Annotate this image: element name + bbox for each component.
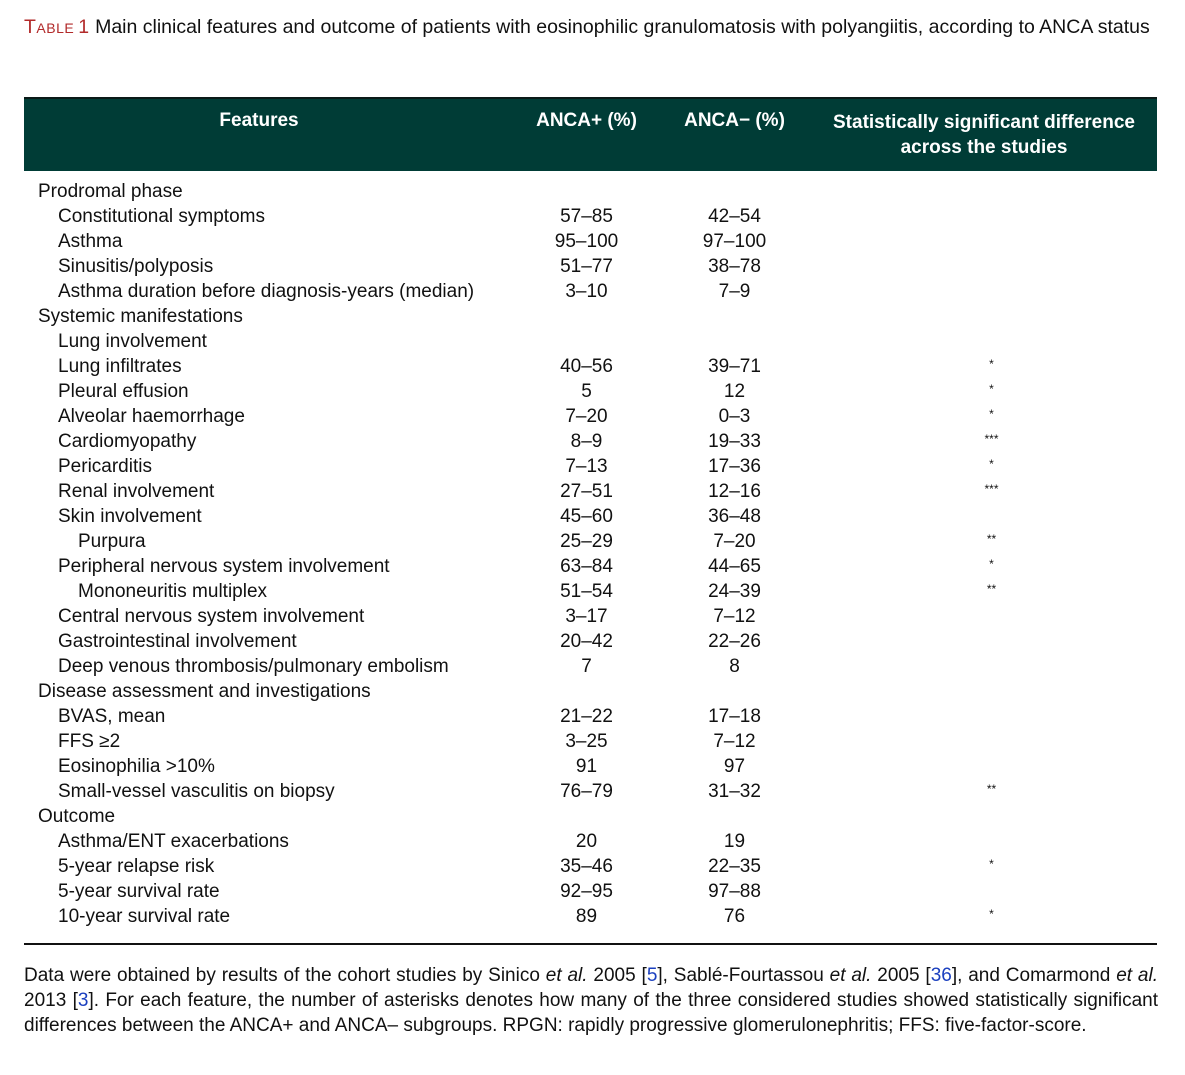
anca-negative-cell: 7–9	[718, 281, 751, 302]
feature-cell: 5-year survival rate	[58, 881, 220, 902]
anca-positive-cell: 20	[575, 831, 598, 852]
table-row	[24, 604, 1157, 629]
feature-cell: Lung infiltrates	[58, 356, 182, 377]
table-row	[24, 454, 1157, 479]
anca-positive-cell: 57–85	[560, 206, 613, 227]
citation-link[interactable]: 5	[646, 965, 658, 986]
table-row	[24, 754, 1157, 779]
anca-negative-cell: 22–26	[708, 631, 761, 652]
table-row	[24, 854, 1157, 879]
feature-cell: Disease assessment and investigations	[38, 681, 371, 702]
table-row	[24, 429, 1157, 454]
anca-negative-cell: 19	[723, 831, 746, 852]
feature-cell: Lung involvement	[58, 331, 207, 352]
significance-cell: *	[989, 382, 994, 396]
feature-cell: Skin involvement	[58, 506, 202, 527]
footnote-text: 2013 [	[24, 990, 78, 1011]
significance-cell: *	[989, 407, 994, 421]
header-features: Features	[219, 110, 299, 131]
feature-cell: 5-year relapse risk	[58, 856, 215, 877]
anca-positive-cell: 21–22	[560, 706, 613, 727]
table-row	[24, 404, 1157, 429]
feature-cell: FFS ≥2	[58, 731, 121, 752]
feature-cell: Purpura	[78, 531, 146, 552]
table-body	[24, 171, 1157, 929]
header-anca-negative: ANCA− (%)	[684, 110, 785, 131]
feature-cell: Pleural effusion	[58, 381, 189, 402]
anca-positive-cell: 3–10	[565, 281, 608, 302]
table-row	[24, 479, 1157, 504]
feature-cell: Alveolar haemorrhage	[58, 406, 245, 427]
section-row	[24, 179, 1157, 204]
header-significance: Statistically significant difference across the studies	[833, 112, 1135, 158]
significance-cell: **	[986, 782, 997, 796]
section-row	[24, 804, 1157, 829]
significance-cell: ***	[984, 432, 999, 446]
citation-link[interactable]: 36	[930, 965, 952, 986]
table-row	[24, 229, 1157, 254]
table-row	[24, 529, 1157, 554]
feature-cell: Cardiomyopathy	[58, 431, 197, 452]
anca-positive-cell: 3–25	[565, 731, 608, 752]
anca-positive-cell: 3–17	[565, 606, 608, 627]
feature-cell: Sinusitis/polyposis	[58, 256, 214, 277]
table-row	[24, 554, 1157, 579]
anca-negative-cell: 8	[729, 656, 740, 677]
anca-negative-cell: 97	[723, 756, 746, 777]
significance-cell: **	[986, 532, 997, 546]
feature-cell: Asthma	[58, 231, 123, 252]
citation-link[interactable]: 3	[77, 990, 89, 1011]
anca-positive-cell: 45–60	[560, 506, 613, 527]
anca-negative-cell: 36–48	[708, 506, 761, 527]
anca-negative-cell: 39–71	[708, 356, 761, 377]
anca-positive-cell: 35–46	[560, 856, 613, 877]
feature-cell: Deep venous thrombosis/pulmonary embolism	[58, 656, 449, 677]
section-row	[24, 304, 1157, 329]
table-row	[24, 729, 1157, 754]
table-caption	[24, 14, 1160, 40]
anca-positive-cell: 20–42	[560, 631, 613, 652]
anca-positive-cell: 7–20	[565, 406, 608, 427]
table-row	[24, 829, 1157, 854]
table-row	[24, 354, 1157, 379]
footnote-text: 2005 [	[871, 965, 931, 986]
feature-cell: Prodromal phase	[38, 181, 183, 202]
feature-cell: Asthma/ENT exacerbations	[58, 831, 289, 852]
significance-cell: *	[989, 907, 994, 921]
anca-positive-cell: 5	[581, 381, 592, 402]
anca-positive-cell: 40–56	[560, 356, 613, 377]
anca-positive-cell: 7–13	[565, 456, 608, 477]
table-bottom-rule	[24, 943, 1157, 945]
significance-cell: *	[989, 357, 994, 371]
anca-negative-cell: 7–12	[713, 731, 756, 752]
anca-negative-cell: 12	[723, 381, 746, 402]
data-table	[24, 97, 1157, 929]
header-anca-positive: ANCA+ (%)	[536, 110, 637, 131]
footnote-etal: et al.	[1116, 965, 1158, 986]
table-row	[24, 629, 1157, 654]
footnote-text: ], Sablé-Fourtassou	[657, 965, 830, 986]
feature-cell: BVAS, mean	[58, 706, 166, 727]
anca-negative-cell: 7–20	[713, 531, 756, 552]
anca-positive-cell: 7	[581, 656, 592, 677]
table-header	[24, 97, 1157, 171]
footnote-text: Data were obtained by results of the cohort studies by Sinico	[24, 965, 546, 986]
table-row	[24, 329, 1157, 354]
anca-positive-cell: 89	[575, 906, 598, 927]
feature-cell: Systemic manifestations	[38, 306, 243, 327]
table-row	[24, 904, 1157, 929]
feature-cell: Peripheral nervous system involvement	[58, 556, 390, 577]
caption-number: 1	[78, 16, 90, 38]
anca-negative-cell: 97–100	[702, 231, 767, 252]
anca-negative-cell: 0–3	[718, 406, 751, 427]
feature-cell: 10-year survival rate	[58, 906, 231, 927]
table-row	[24, 654, 1157, 679]
feature-cell: Constitutional symptoms	[58, 206, 265, 227]
section-row	[24, 679, 1157, 704]
feature-cell: Gastrointestinal involvement	[58, 631, 297, 652]
feature-cell: Pericarditis	[58, 456, 152, 477]
anca-positive-cell: 8–9	[570, 431, 603, 452]
table-row	[24, 379, 1157, 404]
feature-cell: Eosinophilia >10%	[58, 756, 215, 777]
footnote-text: 2005 [	[587, 965, 647, 986]
anca-negative-cell: 76	[723, 906, 746, 927]
anca-negative-cell: 38–78	[708, 256, 761, 277]
anca-positive-cell: 27–51	[560, 481, 613, 502]
table-row	[24, 279, 1157, 304]
anca-positive-cell: 91	[575, 756, 598, 777]
anca-negative-cell: 17–18	[708, 706, 761, 727]
anca-positive-cell: 51–54	[560, 581, 613, 602]
caption-text: Main clinical features and outcome of patients with eosinophilic granulomatosis with polyangiitis, according to ANCA status	[95, 16, 1150, 38]
feature-cell: Outcome	[38, 806, 116, 827]
table-row	[24, 704, 1157, 729]
feature-cell: Renal involvement	[58, 481, 215, 502]
anca-negative-cell: 17–36	[708, 456, 761, 477]
anca-negative-cell: 12–16	[708, 481, 761, 502]
anca-negative-cell: 19–33	[708, 431, 761, 452]
anca-negative-cell: 22–35	[708, 856, 761, 877]
anca-positive-cell: 63–84	[560, 556, 613, 577]
significance-cell: ***	[984, 482, 999, 496]
anca-positive-cell: 25–29	[560, 531, 613, 552]
feature-cell: Small-vessel vasculitis on biopsy	[58, 781, 335, 802]
table-row	[24, 579, 1157, 604]
significance-cell: *	[989, 857, 994, 871]
anca-negative-cell: 24–39	[708, 581, 761, 602]
anca-positive-cell: 51–77	[560, 256, 613, 277]
table-footnote	[24, 963, 1158, 1038]
table-row	[24, 779, 1157, 804]
anca-negative-cell: 97–88	[708, 881, 761, 902]
feature-cell: Mononeuritis multiplex	[78, 581, 268, 602]
significance-cell: **	[986, 582, 997, 596]
footnote-etal: et al.	[829, 965, 872, 986]
footnote-etal: et al.	[545, 965, 588, 986]
table-row	[24, 204, 1157, 229]
feature-cell: Central nervous system involvement	[58, 606, 365, 627]
feature-cell: Asthma duration before diagnosis-years (median)	[58, 281, 475, 302]
significance-cell: *	[989, 457, 994, 471]
table-row	[24, 504, 1157, 529]
anca-negative-cell: 7–12	[713, 606, 756, 627]
anca-positive-cell: 92–95	[560, 881, 613, 902]
footnote-text: ]. For each feature, the number of asterisks denotes how many of the three considered studies showed statistically significant differences between the ANCA+ and ANCA– subgroups. RPGN: rapidly progressive glomerulonephritis; FFS: five-factor-score.	[24, 990, 1159, 1036]
footnote-text: ], and Comarmond	[951, 965, 1117, 986]
anca-negative-cell: 31–32	[708, 781, 761, 802]
caption-label: Table	[24, 16, 75, 38]
anca-negative-cell: 42–54	[708, 206, 761, 227]
anca-positive-cell: 76–79	[560, 781, 613, 802]
anca-positive-cell: 95–100	[554, 231, 619, 252]
significance-cell: *	[989, 557, 994, 571]
table-row	[24, 879, 1157, 904]
anca-negative-cell: 44–65	[708, 556, 761, 577]
table-row	[24, 254, 1157, 279]
